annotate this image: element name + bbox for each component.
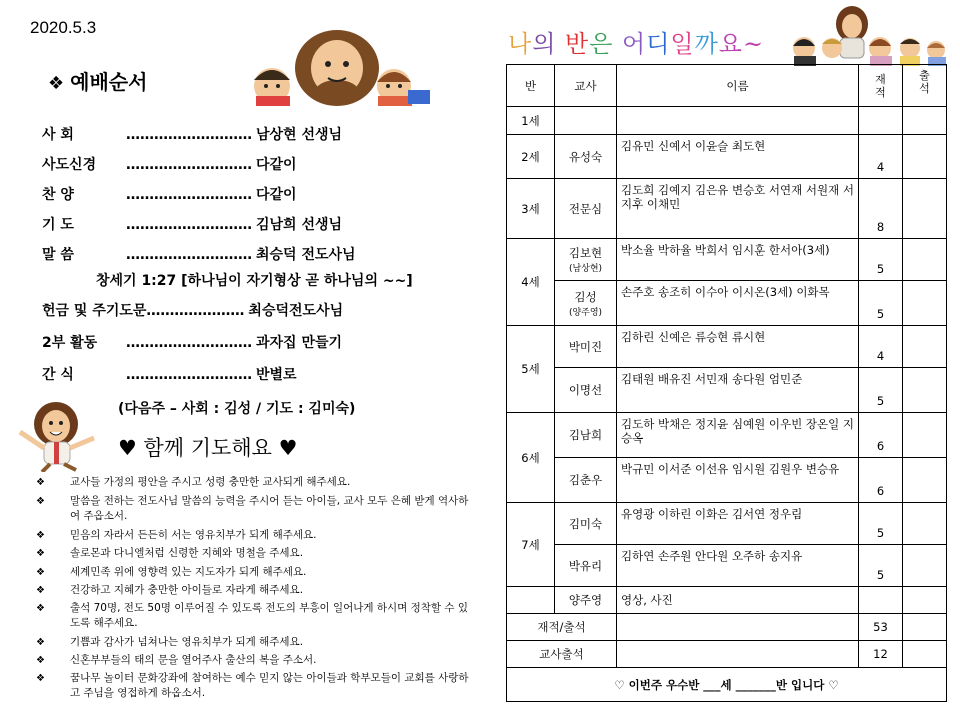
attend-cell bbox=[903, 326, 947, 368]
attend-cell bbox=[903, 239, 947, 281]
table-row bbox=[507, 587, 947, 614]
names-cell: 김도희 김예지 김은유 변승호 서연재 서원재 서지후 이채민 bbox=[617, 179, 859, 239]
order-label: 말 씀 bbox=[42, 247, 74, 263]
prayer-item bbox=[36, 671, 476, 701]
diamond-bullet-icon: ❖ bbox=[48, 73, 65, 94]
class-cell: 6세 bbox=[507, 413, 555, 503]
summary-count: 53 bbox=[859, 614, 903, 641]
attend-cell bbox=[903, 641, 947, 668]
attend-cell bbox=[903, 458, 947, 503]
teacher-name: 김보현 bbox=[568, 246, 603, 260]
summary-label: 교사출석 bbox=[507, 641, 617, 668]
teacher-cell: 유성숙 bbox=[555, 135, 617, 179]
title-char: 디 bbox=[646, 30, 671, 58]
enrolled-cell: 5 bbox=[859, 281, 903, 326]
title-char bbox=[613, 30, 622, 58]
diamond-bullet-icon: ❖ bbox=[36, 530, 45, 541]
order-value: 반별로 bbox=[256, 367, 297, 383]
class-roster-table bbox=[506, 64, 947, 702]
enrolled-cell: 6 bbox=[859, 458, 903, 503]
names-cell: 유영광 이하린 이화은 김서연 정우림 bbox=[617, 503, 859, 545]
attend-cell bbox=[903, 135, 947, 179]
teacher-sub: (남상현) bbox=[568, 264, 603, 274]
class-cell bbox=[507, 587, 555, 614]
class-cell: 5세 bbox=[507, 326, 555, 413]
order-label: 사도신경 bbox=[42, 157, 97, 173]
prayer-item-text: 건강하고 지혜가 충만한 아이들로 자라게 해주세요. bbox=[70, 584, 304, 596]
names-cell: 김태원 배유진 서민재 송다원 엄민준 bbox=[617, 368, 859, 413]
summary-row-teachers bbox=[507, 641, 947, 668]
prayer-item-text: 신혼부부들의 태의 문을 열어주사 출산의 복을 주소서. bbox=[70, 654, 317, 666]
diamond-bullet-icon: ❖ bbox=[36, 477, 45, 488]
table-row bbox=[507, 179, 947, 239]
order-label: 찬 양 bbox=[42, 187, 74, 203]
diamond-bullet-icon: ❖ bbox=[36, 637, 45, 648]
teacher-cell bbox=[555, 281, 617, 326]
diamond-bullet-icon: ❖ bbox=[36, 585, 45, 596]
header-class: 반 bbox=[507, 65, 555, 107]
names-cell: 김하린 신예은 류승현 류시현 bbox=[617, 326, 859, 368]
order-value: 과자집 만들기 bbox=[256, 335, 343, 351]
header-names: 이름 bbox=[617, 65, 859, 107]
order-row-activity bbox=[42, 332, 342, 352]
title-char: 요 bbox=[718, 30, 743, 58]
order-dots: ………………… bbox=[146, 303, 245, 319]
teacher-cell bbox=[555, 107, 617, 135]
title-char: 일 bbox=[670, 30, 695, 58]
teacher-cell: 박유리 bbox=[555, 545, 617, 587]
table-row bbox=[507, 368, 947, 413]
attend-cell bbox=[903, 107, 947, 135]
table-row bbox=[507, 326, 947, 368]
teacher-cell: 김남희 bbox=[555, 413, 617, 458]
order-row-sermon bbox=[42, 244, 356, 264]
best-class-row bbox=[507, 668, 947, 702]
prayer-item-text: 출석 70명, 전도 50명 이루어질 수 있도록 전도의 부흥이 일어나게 하시며 정착할 수 있도록 해주세요. bbox=[70, 602, 469, 629]
header-enrolled: 재적 bbox=[859, 65, 903, 107]
teacher-name: 김성 bbox=[574, 289, 597, 304]
order-row-prayer bbox=[42, 214, 342, 234]
class-cell: 1세 bbox=[507, 107, 555, 135]
children-group-illustration bbox=[784, 4, 954, 66]
title-char: 까 bbox=[694, 30, 719, 58]
order-dots: ……………………… bbox=[126, 247, 252, 263]
order-row-snack bbox=[42, 364, 297, 384]
teacher-cell: 양주영 bbox=[555, 587, 617, 614]
names-cell: 김하연 손주원 안다원 오주하 송지유 bbox=[617, 545, 859, 587]
prayer-item-text: 기쁨과 감사가 넘쳐나는 영유치부가 되게 해주세요. bbox=[70, 636, 304, 648]
table-row bbox=[507, 107, 947, 135]
scripture-reference: 창세기 1:27 [하나님이 자기형상 곧 하나님의 ~~] bbox=[96, 273, 413, 289]
class-cell: 4세 bbox=[507, 239, 555, 326]
names-cell: 영상, 사진 bbox=[617, 587, 859, 614]
header-attend: 출석 bbox=[903, 65, 947, 107]
prayer-title: ♥ 함께 기도해요 ♥ bbox=[118, 436, 298, 460]
order-row-creed bbox=[42, 154, 297, 174]
class-cell: 7세 bbox=[507, 503, 555, 587]
attend-cell bbox=[903, 503, 947, 545]
diamond-bullet-icon: ❖ bbox=[36, 496, 45, 507]
order-row-praise bbox=[42, 184, 297, 204]
order-dots: ……………………… bbox=[126, 217, 252, 233]
teacher-cell: 이명선 bbox=[555, 368, 617, 413]
order-row-offering bbox=[42, 300, 343, 320]
attend-cell bbox=[903, 587, 947, 614]
table-row bbox=[507, 239, 947, 281]
enrolled-cell bbox=[859, 587, 903, 614]
teacher-sub: (양주영) bbox=[568, 307, 603, 318]
attend-cell bbox=[903, 614, 947, 641]
class-section-title bbox=[508, 24, 764, 59]
summary-blank bbox=[617, 614, 859, 641]
teacher-cell: 김춘우 bbox=[555, 458, 617, 503]
next-week-notice: (다음주 – 사회 : 김성 / 기도 : 김미숙) bbox=[118, 401, 356, 417]
diamond-bullet-icon: ❖ bbox=[36, 673, 45, 684]
prayer-item bbox=[36, 653, 476, 668]
worship-order-title bbox=[48, 66, 147, 95]
order-label: 기 도 bbox=[42, 217, 74, 233]
attend-cell bbox=[903, 368, 947, 413]
title-char: 어 bbox=[622, 30, 647, 58]
enrolled-cell bbox=[859, 107, 903, 135]
order-label: 2부 활동 bbox=[42, 335, 98, 351]
names-cell: 박소율 박하율 박희서 임시훈 한서아(3세) bbox=[617, 239, 859, 281]
title-char: ~ bbox=[742, 30, 765, 58]
order-dots: ……………………… bbox=[126, 335, 252, 351]
title-char: 나 bbox=[508, 30, 533, 58]
teacher-cell: 김미숙 bbox=[555, 503, 617, 545]
summary-row-enrolled bbox=[507, 614, 947, 641]
order-dots: ……………………… bbox=[126, 127, 252, 143]
jesus-running-illustration bbox=[14, 398, 104, 472]
table-row bbox=[507, 413, 947, 458]
attend-cell bbox=[903, 545, 947, 587]
order-label: 간 식 bbox=[42, 367, 74, 383]
attend-cell bbox=[903, 281, 947, 326]
summary-count: 12 bbox=[859, 641, 903, 668]
order-value: 최승덕전도사님 bbox=[248, 303, 344, 319]
order-row-host bbox=[42, 124, 342, 144]
enrolled-cell: 4 bbox=[859, 326, 903, 368]
table-row bbox=[507, 545, 947, 587]
diamond-bullet-icon: ❖ bbox=[36, 655, 45, 666]
order-value: 다같이 bbox=[256, 157, 297, 173]
prayer-item-text: 믿음의 자라서 든든히 서는 영유치부가 되게 해주세요. bbox=[70, 529, 317, 541]
teacher-cell: 전문심 bbox=[555, 179, 617, 239]
order-dots: ……………………… bbox=[126, 157, 252, 173]
prayer-item bbox=[36, 583, 476, 598]
title-char: 은 bbox=[589, 30, 614, 58]
class-cell: 3세 bbox=[507, 179, 555, 239]
order-value: 최승덕 전도사님 bbox=[256, 247, 356, 263]
order-label: 헌금 및 주기도문 bbox=[42, 303, 147, 319]
prayer-item-text: 솔로몬과 다니엘처럼 신령한 지혜와 명철을 주세요. bbox=[70, 547, 304, 559]
order-dots: ……………………… bbox=[126, 367, 252, 383]
prayer-item bbox=[36, 635, 476, 650]
enrolled-cell: 4 bbox=[859, 135, 903, 179]
enrolled-cell: 5 bbox=[859, 368, 903, 413]
order-value: 남상현 선생님 bbox=[256, 127, 343, 143]
prayer-item-text: 말씀을 전하는 전도사님 말씀의 능력을 주시어 듣는 아이들, 교사 모두 은혜 받게 역사하여 주옵소서. bbox=[70, 495, 469, 522]
attend-cell bbox=[903, 413, 947, 458]
teacher-cell: 박미진 bbox=[555, 326, 617, 368]
names-cell: 박규민 이서준 이선유 임시원 김원우 변승유 bbox=[617, 458, 859, 503]
bulletin-date: 2020.5.3 bbox=[30, 18, 97, 37]
order-value: 김남희 선생님 bbox=[256, 217, 343, 233]
enrolled-cell: 5 bbox=[859, 545, 903, 587]
class-cell: 2세 bbox=[507, 135, 555, 179]
order-value: 다같이 bbox=[256, 187, 297, 203]
table-row bbox=[507, 503, 947, 545]
names-cell: 손주호 송조히 이수아 이시온(3세) 이화목 bbox=[617, 281, 859, 326]
title-char: 반 bbox=[565, 30, 590, 58]
prayer-item-text: 꿈나무 놀이터 문화강좌에 참여하는 예수 믿지 않는 아이들과 학부모들이 교회를 사랑하고 주님을 영접하게 하옵소서. bbox=[70, 672, 469, 699]
summary-blank bbox=[617, 641, 859, 668]
names-cell: 김도하 박채은 정지윤 심예원 이우빈 장온일 지승옥 bbox=[617, 413, 859, 458]
enrolled-cell: 5 bbox=[859, 503, 903, 545]
prayer-item bbox=[36, 601, 476, 631]
attend-cell bbox=[903, 179, 947, 239]
enrolled-cell: 5 bbox=[859, 239, 903, 281]
diamond-bullet-icon: ❖ bbox=[36, 567, 45, 578]
diamond-bullet-icon: ❖ bbox=[36, 603, 45, 614]
prayer-item-text: 세계민족 위에 영향력 있는 지도자가 되게 해주세요. bbox=[70, 566, 307, 578]
worship-order-heading: 예배순서 bbox=[70, 70, 148, 94]
prayer-item bbox=[36, 546, 476, 561]
enrolled-cell: 8 bbox=[859, 179, 903, 239]
diamond-bullet-icon: ❖ bbox=[36, 548, 45, 559]
order-dots: ……………………… bbox=[126, 187, 252, 203]
teacher-cell bbox=[555, 239, 617, 281]
names-cell bbox=[617, 107, 859, 135]
title-char: 의 bbox=[532, 30, 557, 58]
enrolled-cell: 6 bbox=[859, 413, 903, 458]
table-row bbox=[507, 281, 947, 326]
names-cell: 김유민 신예서 이윤슬 최도현 bbox=[617, 135, 859, 179]
jesus-children-illustration bbox=[232, 20, 432, 106]
prayer-item bbox=[36, 528, 476, 543]
table-row bbox=[507, 458, 947, 503]
prayer-item bbox=[36, 565, 476, 580]
best-class-notice: ♡ 이번주 우수반 ___세 _______반 입니다 ♡ bbox=[507, 668, 947, 702]
prayer-item bbox=[36, 494, 476, 524]
prayer-item-text: 교사들 가정의 평안을 주시고 성령 충만한 교사되게 해주세요. bbox=[70, 476, 351, 488]
header-teacher: 교사 bbox=[555, 65, 617, 107]
order-label: 사 회 bbox=[42, 127, 74, 143]
title-char bbox=[556, 30, 565, 58]
summary-label: 재적/출석 bbox=[507, 614, 617, 641]
table-header-row bbox=[507, 65, 947, 107]
prayer-item bbox=[36, 475, 476, 490]
table-row bbox=[507, 135, 947, 179]
